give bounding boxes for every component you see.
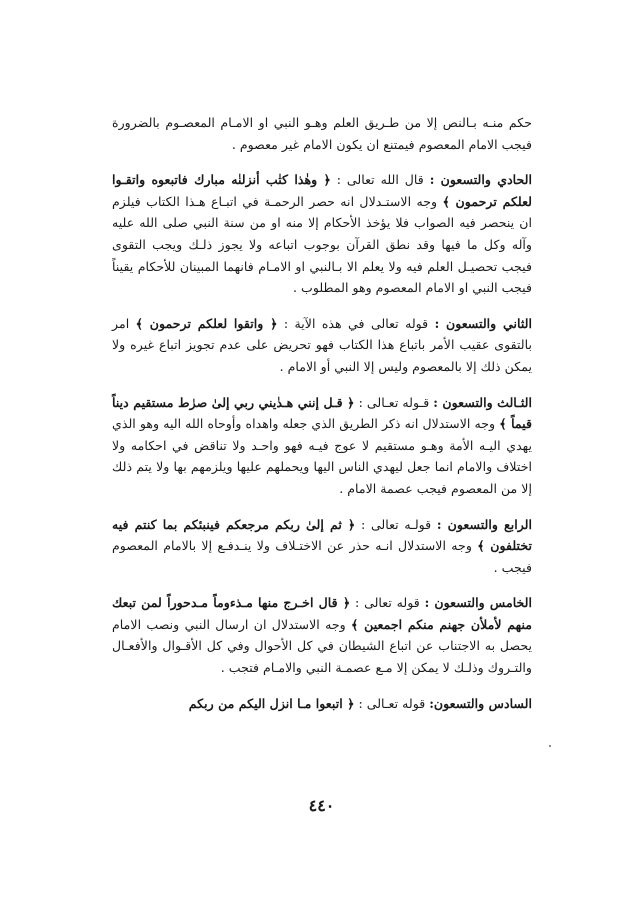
quran-quote: ﴿ واتقوا لعلكم ترحمون ﴾ (135, 315, 278, 331)
body-text: وجه الاستدلال انـه حذر عن الاختـلاف ولا ينـدفـع إلا بالامام المعصوم فيجب . (112, 538, 532, 575)
quran-quote: ﴿ ثم إلىٰ ربكم مرجعكم فينبئكم بما كنتم فيه تختلفون ﴾ (112, 516, 532, 554)
paragraph (112, 112, 532, 155)
section-heading: الرابع والتسعون : (436, 516, 532, 532)
body-text: قـوله تعـالى : (354, 394, 434, 410)
scan-speck (549, 745, 551, 747)
body-text: حكم منـه بـالنص إلا من طـريق العلم وهـو النبي او الامـام المعصـوم بالضرورة فيجب الامام المعصوم فيمتنع ان يكون الامام غير معصوم . (112, 115, 532, 152)
main-text (112, 112, 532, 728)
quran-quote: ﴿ قـل إنني هـدٰيني ربي إلىٰ صرٰط مستقيم ديناً قيماً ﴾ (112, 394, 533, 432)
paragraph (112, 169, 532, 299)
paragraph (112, 592, 532, 678)
quran-quote: ﴿ وهٰذا كتٰب أنزلنٰه مبارك فاتبعوه واتقـوا لعلكم ترحمون ﴾ (112, 172, 532, 209)
body-text: قوله تعالى : (350, 595, 425, 611)
section-heading: الثـالث والتسعون : (433, 394, 532, 410)
body-text: وجه الاستدلال ان ارسال النبي ونصب الامام يحصل به الاجتناب عن اتباع الشيطان في كل الأحوال وفي كل الأقـوال والأفعـال والتـروك وذلـك لا يمكن إلا مـع عصمـة النبي والامـام فتجب . (112, 616, 532, 676)
section-heading: الثاني والتسعون : (434, 315, 532, 331)
body-text: قوله تعالى في هذه الآية : (277, 315, 435, 331)
body-text: امر بالتقوى عقيب الأمر باتباع هذا الكتاب فهو تحريض على عدم تجويز اتباع غيره ولا يمكن ذلك إلا بالمعصوم وليس إلا النبي أو الامام . (112, 315, 532, 374)
quran-quote: ﴿ قال اخـرج منها مـذءوماً مـدحوراً لمن تبعك منهم لأملأن جهنم منكم اجمعين ﴾ (112, 595, 533, 632)
paragraph (112, 392, 532, 500)
body-text: وجه الاستدلال انه ذكر الطريق الذي جعله واهداه وأوحاه الله اليه وهو الذي يهدي اليـه الأمة وهـو مستقيم لا عوج فيـه فهو واحـد ولا تناقض في احكامه ولا اختلاف والامام انما جعل ليهدي الناس اليها ويحملهم عليها ويلزمهم بها ولا يتم ذلك إلا من المعصوم فيجب عصمة الامام . (112, 416, 532, 496)
paragraph (112, 693, 532, 715)
body-text: وجه الاستـدلال انه حصر الرحمـة في اتبـاع هـذا الكتاب فيلزم ان ينحصر فيه الصواب فلا يؤخذ الأحكام إلا منه او من سنة النبي صلى الله عليه وآله وكل ما فيها وقد نطق القرآن بوجوب اتباعه ولا يجوز ذلـك ويجب التقوى فيجب تحصيـل العلم فيه ولا يعلم الا بـالنبي او الامـام فانهما المبينان للأحكام يقيناً فيجب النبي او الامام المعصوم وهو المطلوب . (112, 193, 532, 296)
quran-quote: ﴿ اتبعوا مـا انزل اليكم من ربكم (188, 695, 355, 711)
section-heading: الخامس والتسعون : (424, 595, 532, 611)
page-number: ٤٤٠ (308, 796, 335, 815)
paragraph (112, 313, 532, 378)
paragraph (112, 514, 532, 579)
section-heading: الحادي والتسعون : (429, 172, 532, 188)
section-heading: السادس والتسعون: (429, 695, 532, 711)
body-text: قال الله تعالى : (330, 172, 430, 188)
body-text: قوله تعـالى : (354, 695, 430, 711)
body-text: قولـه تعالى : (355, 516, 437, 532)
